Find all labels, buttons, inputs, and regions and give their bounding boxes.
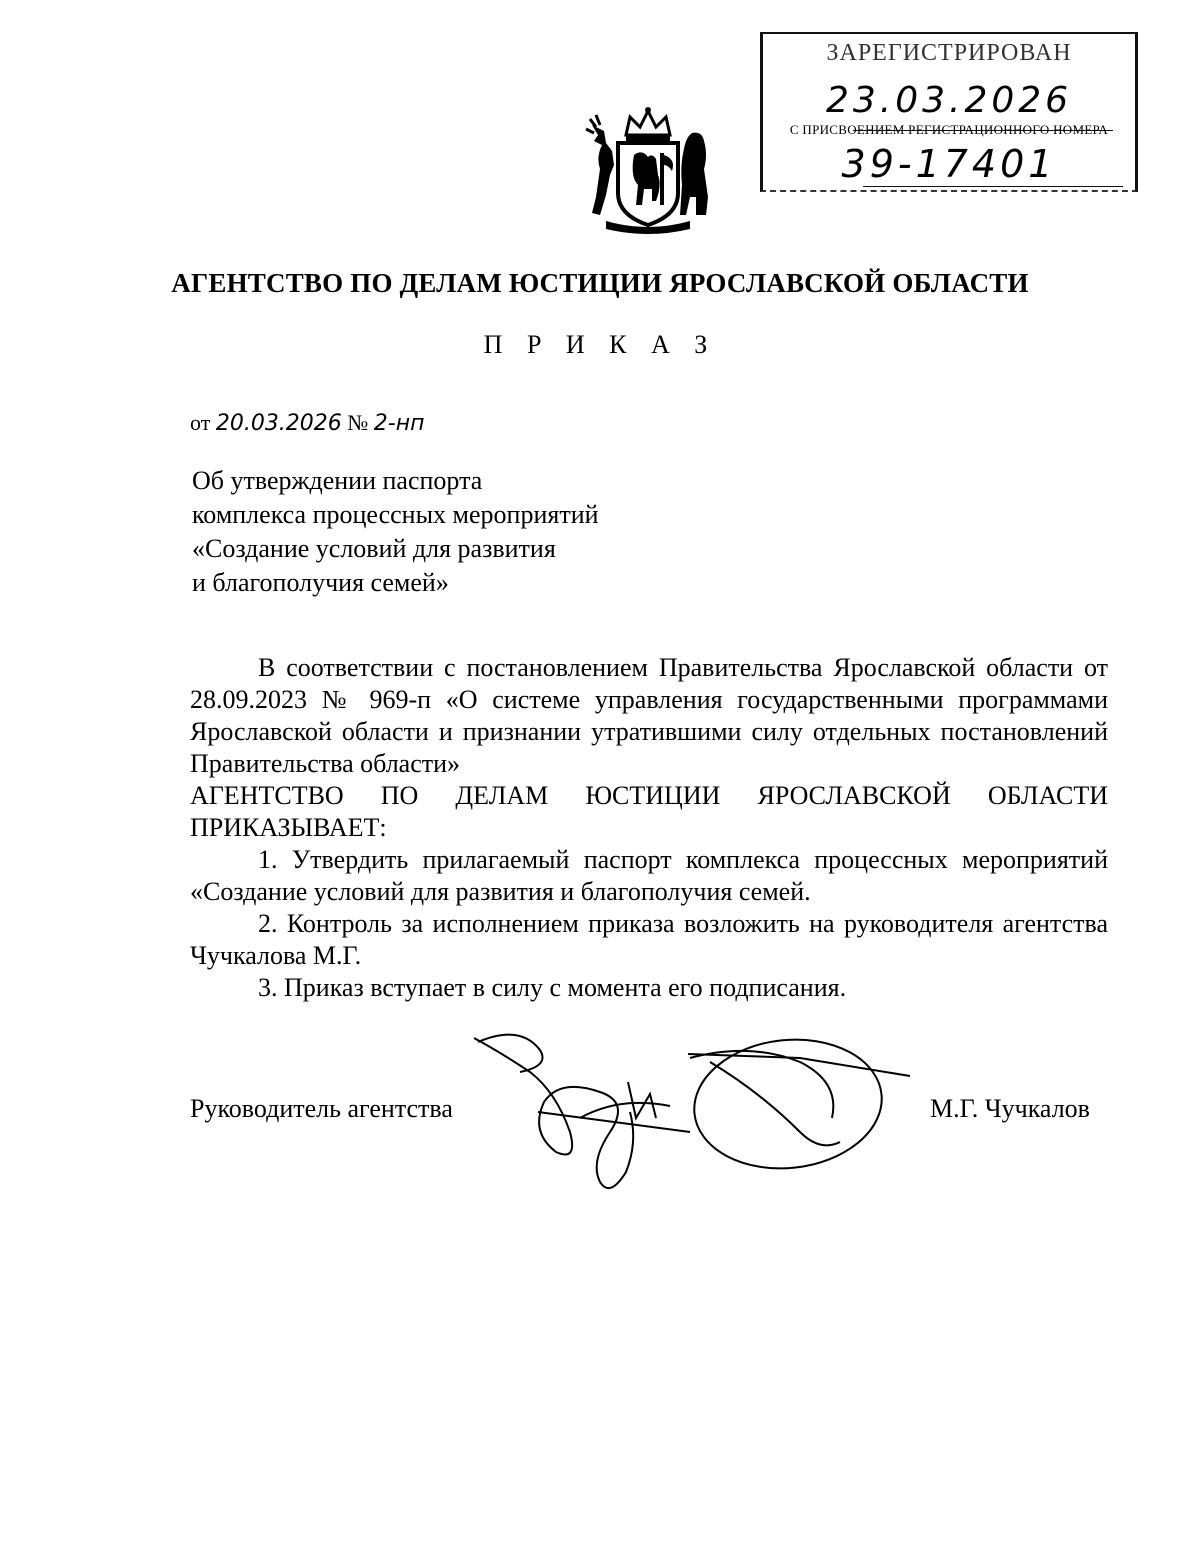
subject-line: «Создание условий для развития xyxy=(192,534,556,563)
document-type: П Р И К А З xyxy=(483,330,717,359)
order-item-1: 1. Утвердить прилагаемый паспорт комплекса процессных мероприятий «Создание условий для развития и благополучия семей. xyxy=(190,845,1108,906)
signatory-name: М.Г. Чучкалов xyxy=(930,1094,1090,1123)
order-body xyxy=(190,652,1108,1004)
order-item-2: 2. Контроль за исполнением приказа возложить на руководителя агентства Чучкалова М.Г. xyxy=(190,909,1108,970)
agency-title: АГЕНТСТВО ПО ДЕЛАМ ЮСТИЦИИ ЯРОСЛАВСКОЙ ОБЛАСТИ xyxy=(171,268,1029,298)
signatory-position: Руководитель агентства xyxy=(190,1094,453,1123)
order-item-3: 3. Приказ вступает в силу с момента его подписания. xyxy=(258,973,847,1002)
stamp-title: ЗАРЕГИСТРИРОВАН xyxy=(826,40,1072,66)
order-date-number-line xyxy=(190,410,425,436)
handwritten-signature xyxy=(460,1022,920,1200)
coat-of-arms-icon xyxy=(582,105,714,235)
stamp-date: 23.03.2026 xyxy=(825,80,1073,121)
orders-heading: АГЕНТСТВО ПО ДЕЛАМ ЮСТИЦИИ ЯРОСЛАВСКОЙ ОБЛАСТИ xyxy=(190,781,1108,810)
orders-verb: ПРИКАЗЫВАЕТ: xyxy=(190,813,387,842)
order-from-label: от xyxy=(190,410,211,435)
subject-line: Об утверждении паспорта xyxy=(192,466,483,495)
stamp-caption: С ПРИСВОЕНИЕМ РЕГИСТРАЦИОННОГО НОМЕРА xyxy=(789,122,1109,137)
order-subject xyxy=(192,464,599,600)
registration-stamp xyxy=(760,32,1138,192)
order-number-label: № xyxy=(347,410,369,435)
order-date: 20.03.2026 xyxy=(215,411,342,436)
subject-line: и благополучия семей» xyxy=(192,568,449,597)
stamp-registration-number: 39-17401 xyxy=(841,142,1057,186)
preamble-paragraph: В соответствии с постановлением Правительства Ярославской области от 28.09.2023 № 969-п «О системе управления государственными программами Ярославской области и признании утратившими силу отдельных постановлений Правительства области» xyxy=(190,653,1108,778)
subject-line: комплекса процессных мероприятий xyxy=(192,500,599,529)
stamp-underline xyxy=(863,186,1123,187)
order-number: 2-нп xyxy=(373,411,425,436)
